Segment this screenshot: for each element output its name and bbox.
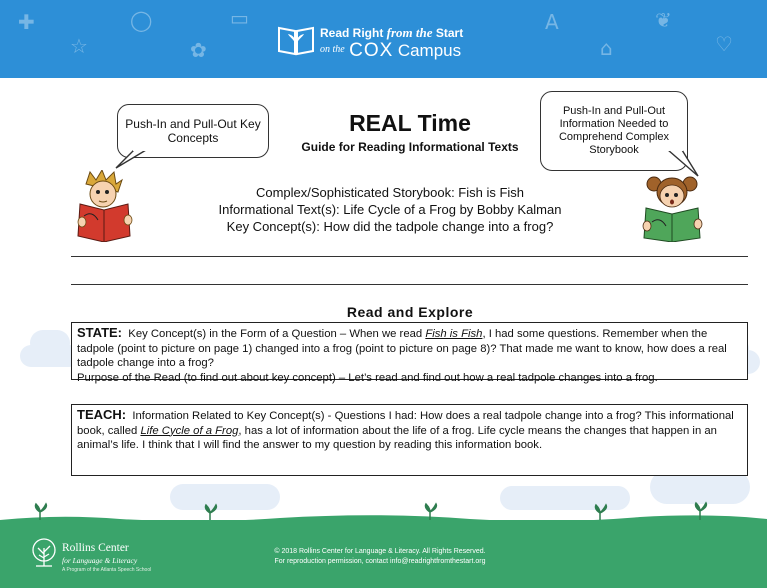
state-lead: STATE: xyxy=(77,325,123,340)
house-icon: ⌂ xyxy=(600,36,613,60)
star-icon: ☆ xyxy=(70,34,88,58)
teach-label: Information Related to Key Concept(s) - Questions I had: xyxy=(132,410,417,422)
header-banner xyxy=(0,0,767,78)
state-text-b: , I had some questions. Remember when the tadpole (point to picture on page 1) changed into a frog (point to picture on page 8)? That made me want to know, how does a real tadpole change into a frog? xyxy=(77,328,727,369)
page-title: REAL Time xyxy=(349,110,471,136)
teach-text-b: , has a lot of information about the life of a frog. Life cycle means the changes that happen in an animal’s life. I think that I will find the answer to my question by reading this information book. xyxy=(77,424,717,451)
bubble-left-tail xyxy=(112,150,146,170)
boy-reading-illustration xyxy=(74,170,136,242)
tree-icon xyxy=(30,538,58,568)
banner-scallop-edge xyxy=(0,70,767,78)
heart-icon: ♡ xyxy=(715,32,733,56)
key-concept-line: Key Concept(s): How did the tadpole change into a frog? xyxy=(226,219,554,234)
bubble-right-text: Push-In and Pull-Out Information Needed to Comprehend Complex Storybook xyxy=(558,105,670,156)
state-label: Key Concept(s) in the Form of a Question xyxy=(128,328,337,340)
copyright-line: © 2018 Rollins Center for Language & Literacy. All Rights Reserved. xyxy=(274,548,486,555)
flower-icon: ✿ xyxy=(190,38,207,62)
state-book-title: Fish is Fish xyxy=(425,328,483,340)
footer-copyright xyxy=(220,547,540,567)
bubble-left-text: Push-In and Pull-Out Key Concepts xyxy=(125,117,261,145)
teach-book-title: Life Cycle of a Frog xyxy=(140,424,239,437)
puzzle-icon: ✚ xyxy=(18,10,35,34)
divider-line xyxy=(71,284,748,285)
state-box xyxy=(71,322,748,384)
read-right-logo xyxy=(276,22,516,62)
section-heading: Read and Explore xyxy=(346,304,474,320)
background-cloud xyxy=(30,330,70,356)
letter-icon: A xyxy=(545,10,559,34)
page-subtitle: Guide for Reading Informational Texts xyxy=(301,140,519,154)
teach-lead: TEACH: xyxy=(77,407,127,422)
plant-icon: ❦ xyxy=(655,8,672,32)
logo-campus: $^{on the}$ COX Campus xyxy=(320,40,462,61)
book-doodle-icon: ▭ xyxy=(230,6,249,30)
ball-icon: ◯ xyxy=(130,8,153,32)
permission-line: For reproduction permission, contact info@readrightfromthestart.org xyxy=(274,558,486,565)
teach-box xyxy=(71,404,748,476)
sprouts-decoration xyxy=(0,500,767,522)
org-name: Rollins Center for Language & Literacy xyxy=(62,542,138,565)
logo-tagline: Read Right from the Start xyxy=(320,25,464,40)
divider-line xyxy=(71,256,748,257)
rollins-center-logo xyxy=(30,538,152,573)
state-text-a: – When we read xyxy=(336,328,426,340)
informational-text-line: Informational Text(s): Life Cycle of a Frog by Bobby Kalman xyxy=(218,202,562,217)
storybook-line: Complex/Sophisticated Storybook: Fish is Fish xyxy=(255,185,525,200)
speech-bubble-right xyxy=(540,91,688,171)
org-tagline: A Program of the Atlanta Speech School xyxy=(62,567,152,573)
teach-text-a: How does a real tadpole change into a frog? This informational book, called xyxy=(77,410,734,437)
state-purpose: Purpose of the Read (to find out about key concept) – Let’s read and find out how a real tadpole changes into a frog. xyxy=(77,371,658,384)
open-book-icon xyxy=(276,22,316,58)
